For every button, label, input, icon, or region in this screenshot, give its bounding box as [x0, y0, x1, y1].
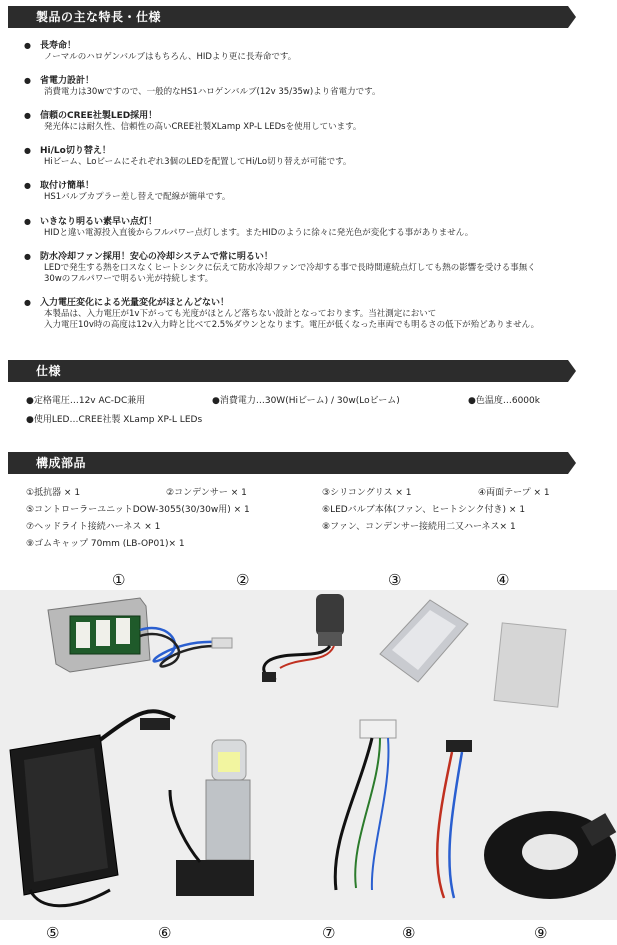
product-photo	[0, 590, 617, 920]
features-section-header: 製品の主な特長・仕様	[8, 6, 568, 28]
feature-title: ● 長寿命！	[24, 40, 604, 52]
feature-item	[24, 180, 604, 203]
feature-item	[24, 216, 604, 239]
feature-title: ● Hi/Lo切り替え！	[24, 145, 604, 157]
photo-label-3: ③	[388, 571, 402, 589]
spec-color-temp: ●色温度…6000k	[468, 396, 540, 406]
feature-desc: Hiビーム、Loビームにそれぞれ3個のLEDを配置してHi/Lo切り替えが可能です。	[44, 157, 352, 167]
photo-label-1: ①	[112, 571, 126, 589]
part-item: ⑥LEDバルブ本体(ファン、ヒートシンク付き) × 1	[322, 505, 526, 515]
harness-7-illustration	[335, 720, 396, 890]
rubber-cap-illustration	[484, 811, 616, 899]
feature-desc: LEDで発生する熱を口スなくヒートシンクに伝えて防水冷却ファンで冷却する事で長時間連続点灯しても熱の影響を受ける事無く 30wのフルパワーで明るい光が持続します。	[44, 263, 536, 284]
harness-8-illustration	[437, 740, 472, 898]
capacitor-illustration	[262, 594, 344, 682]
part-item: ⑦ヘッドライト接続ハーネス × 1	[26, 522, 161, 532]
feature-title: ● 省電力設計！	[24, 75, 604, 87]
part-item: ⑨ゴムキャップ 70mm (LB-OP01)× 1	[26, 539, 185, 549]
part-item: ①抵抗器 × 1	[26, 488, 81, 498]
part-item: ③シリコングリス × 1	[322, 488, 412, 498]
feature-title: ● 信頼のCREE社製LED採用！	[24, 110, 604, 122]
feature-desc: 本製品は、入力電圧が1v下がっても光度がほとんど落ちない設計となっております。当社測定において 入力電圧10v時の高度は12v入力時と比べて2.5%ダウンとなります。電圧が低くなった車両でも明るさの低下が殆どありません。	[44, 309, 540, 330]
feature-item	[24, 40, 604, 63]
feature-title: ● いきなり明るい素早い点灯！	[24, 216, 604, 228]
photo-label-6: ⑥	[158, 924, 172, 942]
resistor-illustration	[48, 598, 232, 672]
product-illustration	[0, 590, 617, 920]
photo-label-2: ②	[236, 571, 250, 589]
specs-section-header: 仕様	[8, 360, 568, 382]
feature-title: ● 取付け簡単！	[24, 180, 604, 192]
feature-desc: 発光体には耐久性、信頼性の高いCREE社製XLamp XP-L LEDsを使用しています。	[44, 122, 362, 132]
feature-desc: HIDと違い電源投入直後からフルパワー点灯します。またHIDのように徐々に発光色が変化する事がありません。	[44, 228, 474, 238]
spec-voltage: ●定格電圧…12v AC-DC兼用	[26, 396, 146, 406]
feature-item	[24, 110, 604, 133]
feature-item	[24, 297, 604, 331]
led-bulb-illustration	[170, 740, 254, 896]
spec-power: ●消費電力…30W(Hiビーム) / 30w(Loビーム)	[212, 396, 400, 406]
photo-label-9: ⑨	[534, 924, 548, 942]
feature-title: ● 入力電圧変化による光量変化がほとんどない！	[24, 297, 604, 309]
feature-desc: ノーマルのハロゲンバルブはもちろん、HIDより更に長寿命です。	[44, 52, 297, 62]
photo-label-4: ④	[496, 571, 510, 589]
part-item: ②コンデンサー × 1	[166, 488, 247, 498]
feature-item	[24, 251, 604, 285]
photo-label-8: ⑧	[402, 924, 416, 942]
parts-section-header: 構成部品	[8, 452, 568, 474]
grease-packet-illustration	[380, 600, 468, 682]
feature-title: ● 防水冷却ファン採用！安心の冷却システムで常に明るい！	[24, 251, 604, 263]
feature-item	[24, 75, 604, 98]
part-item: ⑤コントローラーユニットDOW-3055(30/30w用) × 1	[26, 505, 250, 515]
spec-led: ●使用LED…CREE社製 XLamp XP-L LEDs	[26, 415, 203, 425]
part-item: ⑧ファン、コンデンサー接続用二又ハーネス× 1	[322, 522, 516, 532]
feature-desc: HS1バルブカプラー差し替えで配線が簡単です。	[44, 192, 231, 202]
part-item: ④両面テープ × 1	[478, 488, 550, 498]
photo-label-5: ⑤	[46, 924, 60, 942]
controller-illustration	[10, 711, 175, 906]
feature-item	[24, 145, 604, 168]
feature-desc: 消費電力は30wですので、一般的なHS1ハロゲンバルブ(12v 35/35w)より省電力です。	[44, 87, 381, 97]
tape-illustration	[494, 623, 566, 707]
photo-label-7: ⑦	[322, 924, 336, 942]
